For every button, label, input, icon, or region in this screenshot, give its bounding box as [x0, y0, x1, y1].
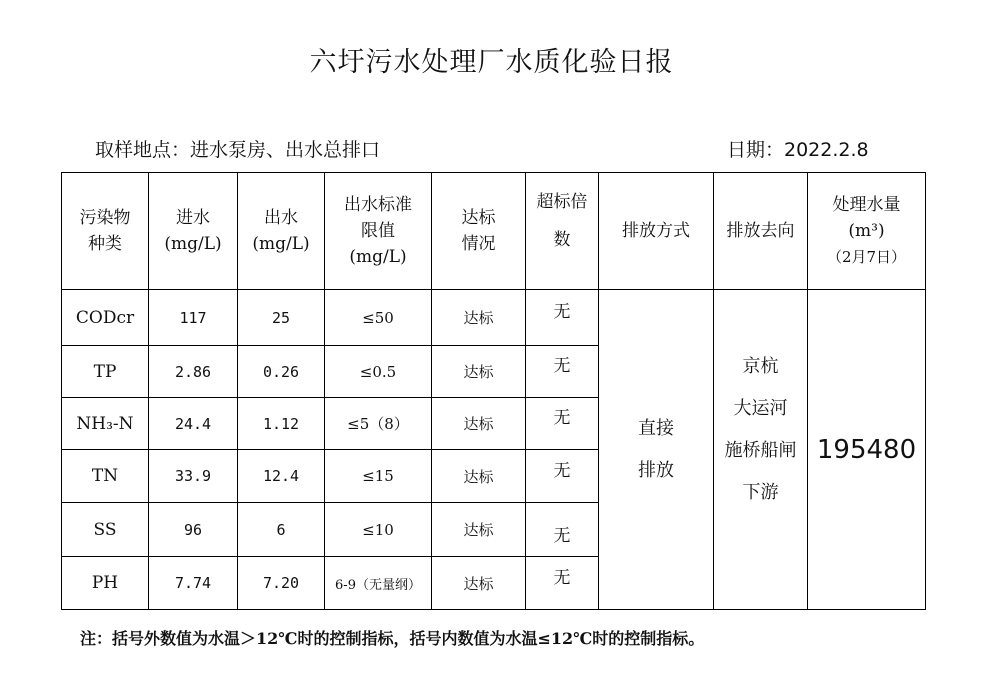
header-direction: 排放去向 — [714, 173, 808, 290]
compliance-status: 达标 — [432, 346, 526, 398]
exceed-multiple: 无 — [526, 398, 599, 450]
limit-value: ≤50 — [325, 290, 432, 346]
exceed-multiple: 无 — [526, 557, 599, 610]
influent-value: 96 — [149, 503, 238, 557]
header-compliance: 达标 情况 — [432, 173, 526, 290]
effluent-value: 7.20 — [238, 557, 325, 610]
exceed-multiple: 无 — [526, 450, 599, 503]
header-pollutant: 污染物 种类 — [62, 173, 149, 290]
treated-volume: 195480 — [808, 290, 926, 610]
compliance-status: 达标 — [432, 450, 526, 503]
compliance-status: 达标 — [432, 557, 526, 610]
pollutant-name: TP — [62, 346, 149, 398]
pollutant-name: CODcr — [62, 290, 149, 346]
effluent-value: 12.4 — [238, 450, 325, 503]
sampling-location: 取样地点：进水泵房、出水总排口 — [95, 139, 381, 161]
discharge-direction: 京杭 大运河 施桥船闸 下游 — [714, 290, 808, 610]
influent-value: 33.9 — [149, 450, 238, 503]
discharge-method: 直接 排放 — [599, 290, 714, 610]
footnote: 注：括号外数值为水温＞12℃时的控制指标，括号内数值为水温≤12℃时的控制指标。 — [80, 629, 705, 648]
limit-value: ≤0.5 — [325, 346, 432, 398]
exceed-multiple: 无 — [526, 290, 599, 346]
effluent-value: 0.26 — [238, 346, 325, 398]
exceed-multiple: 无 — [526, 503, 599, 557]
header-influent: 进水 (mg/L) — [149, 173, 238, 290]
header-method: 排放方式 — [599, 173, 714, 290]
limit-value: ≤5（8） — [325, 398, 432, 450]
influent-value: 117 — [149, 290, 238, 346]
compliance-status: 达标 — [432, 290, 526, 346]
limit-value: ≤10 — [325, 503, 432, 557]
exceed-multiple: 无 — [526, 346, 599, 398]
pollutant-name: NH₃-N — [62, 398, 149, 450]
table-header-row — [62, 173, 926, 290]
water-quality-table — [61, 172, 926, 610]
compliance-status: 达标 — [432, 503, 526, 557]
pollutant-name: SS — [62, 503, 149, 557]
table-row — [62, 290, 926, 346]
header-exceed: 超标倍 数 — [526, 173, 599, 290]
report-date: 日期：2022.2.8 — [727, 139, 869, 161]
effluent-value: 25 — [238, 290, 325, 346]
header-volume: 处理水量 (m³) （2月7日） — [808, 173, 926, 290]
effluent-value: 6 — [238, 503, 325, 557]
pollutant-name: TN — [62, 450, 149, 503]
header-effluent: 出水 (mg/L) — [238, 173, 325, 290]
effluent-value: 1.12 — [238, 398, 325, 450]
influent-value: 7.74 — [149, 557, 238, 610]
influent-value: 24.4 — [149, 398, 238, 450]
report-title: 六圩污水处理厂水质化验日报 — [309, 47, 674, 78]
influent-value: 2.86 — [149, 346, 238, 398]
pollutant-name: PH — [62, 557, 149, 610]
limit-value: 6-9（无量纲） — [325, 557, 432, 610]
header-limit: 出水标准 限值 (mg/L) — [325, 173, 432, 290]
limit-value: ≤15 — [325, 450, 432, 503]
compliance-status: 达标 — [432, 398, 526, 450]
